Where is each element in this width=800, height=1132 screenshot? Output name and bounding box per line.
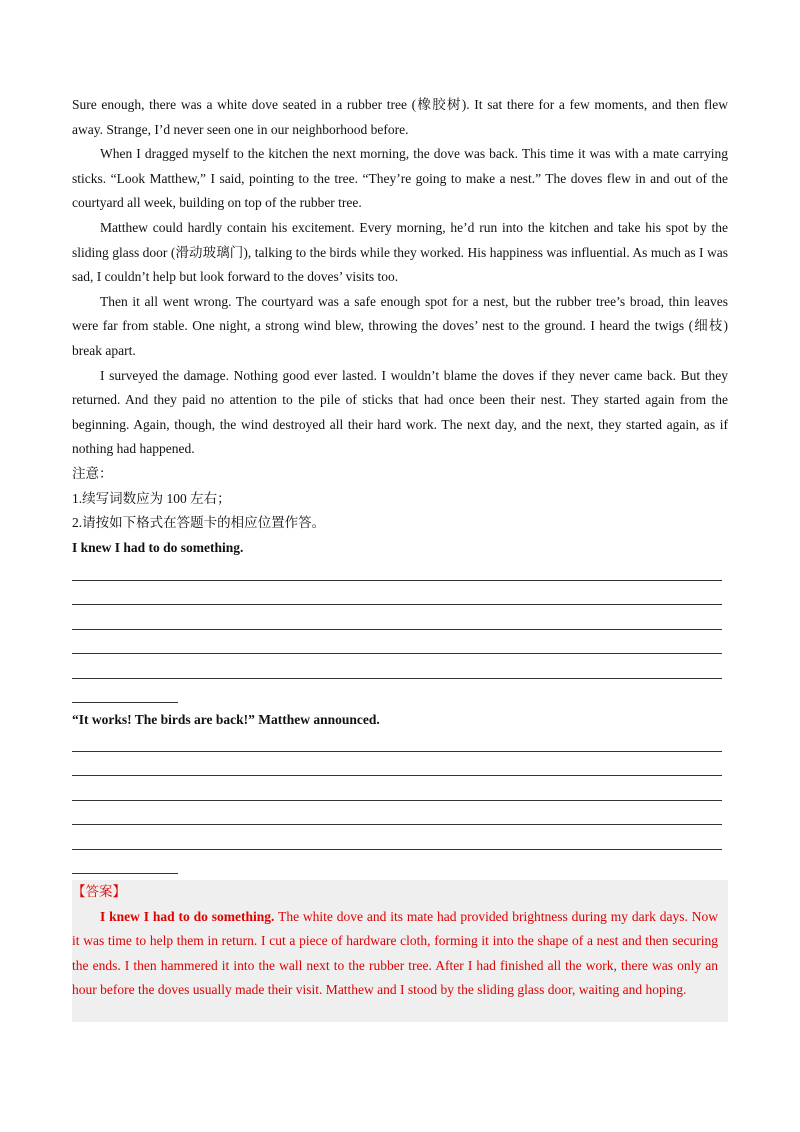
answer-text bbox=[72, 905, 718, 1003]
notes-heading: 注意： bbox=[72, 465, 113, 481]
answer-label: 【答案】 bbox=[72, 884, 126, 899]
writing-line[interactable] bbox=[72, 775, 722, 776]
writing-line-short[interactable] bbox=[72, 702, 178, 703]
writing-line[interactable] bbox=[72, 604, 722, 605]
writing-line[interactable] bbox=[72, 580, 722, 581]
prompt-second-paragraph: “It works! The birds are back!” Matthew announced. bbox=[72, 712, 380, 727]
answer-lead-sentence: I knew I had to do something. bbox=[100, 908, 275, 924]
writing-line[interactable] bbox=[72, 678, 722, 679]
writing-line[interactable] bbox=[72, 824, 722, 825]
writing-line[interactable] bbox=[72, 751, 722, 752]
paragraph-4: Then it all went wrong. The courtyard was a safe enough spot for a nest, but the rubber tree’s broad, thin leaves were far from stable. One night, a strong wind blew, throwing the doves’ nest to the ground. I heard the twigs (细枝) break apart. bbox=[72, 293, 728, 358]
writing-line-short[interactable] bbox=[72, 873, 178, 874]
note-item-1: 1.续写词数应为 100 左右； bbox=[72, 490, 231, 506]
paragraph-5: I surveyed the damage. Nothing good ever lasted. I wouldn’t blame the doves if they never came back. But they returned. And they paid no attention to the pile of sticks that had once been their nest. They started again from the beginning. Again, though, the wind destroyed all their hard work. The next day, and the next, they started again, as if nothing had happened. bbox=[72, 367, 728, 457]
answer-section bbox=[72, 880, 728, 1022]
story-passage bbox=[72, 93, 728, 560]
writing-line[interactable] bbox=[72, 629, 722, 630]
note-item-2: 2.请按如下格式在答题卡的相应位置作答。 bbox=[72, 515, 326, 531]
paragraph-1: Sure enough, there was a white dove seated in a rubber tree (橡胶树). It sat there for a few moments, and then flew away. Strange, I’d never seen one in our neighborhood before. bbox=[72, 97, 728, 137]
writing-line[interactable] bbox=[72, 653, 722, 654]
answer-body: The white dove and its mate had provided brightness during my dark days. Now it was time to help them in return. I cut a piece of hardware cloth, forming it into the shape of a nest and then securing the ends. I then hammered it into the wall next to the rubber tree. After I had finished all the work, there was only an hour before the doves usually made their visit. Matthew and I stood by the sliding glass door, waiting and hoping. bbox=[72, 908, 719, 998]
prompt-first-paragraph: I knew I had to do something. bbox=[72, 539, 244, 555]
paragraph-3: Matthew could hardly contain his excitement. Every morning, he’d run into the kitchen and take his spot by the sliding glass door (滑动玻璃门), talking to the birds while they worked. His happiness was influential. As much as I was sad, I couldn’t help but look forward to the doves’ visits too. bbox=[72, 219, 728, 285]
paragraph-2: When I dragged myself to the kitchen the next morning, the dove was back. This time it was with a mate carrying sticks. “Look Matthew,” I said, pointing to the tree. “They’re going to make a nest.” The doves flew in and out of the courtyard all week, building on top of the rubber tree. bbox=[72, 146, 728, 211]
writing-line[interactable] bbox=[72, 800, 722, 801]
writing-line[interactable] bbox=[72, 849, 722, 850]
